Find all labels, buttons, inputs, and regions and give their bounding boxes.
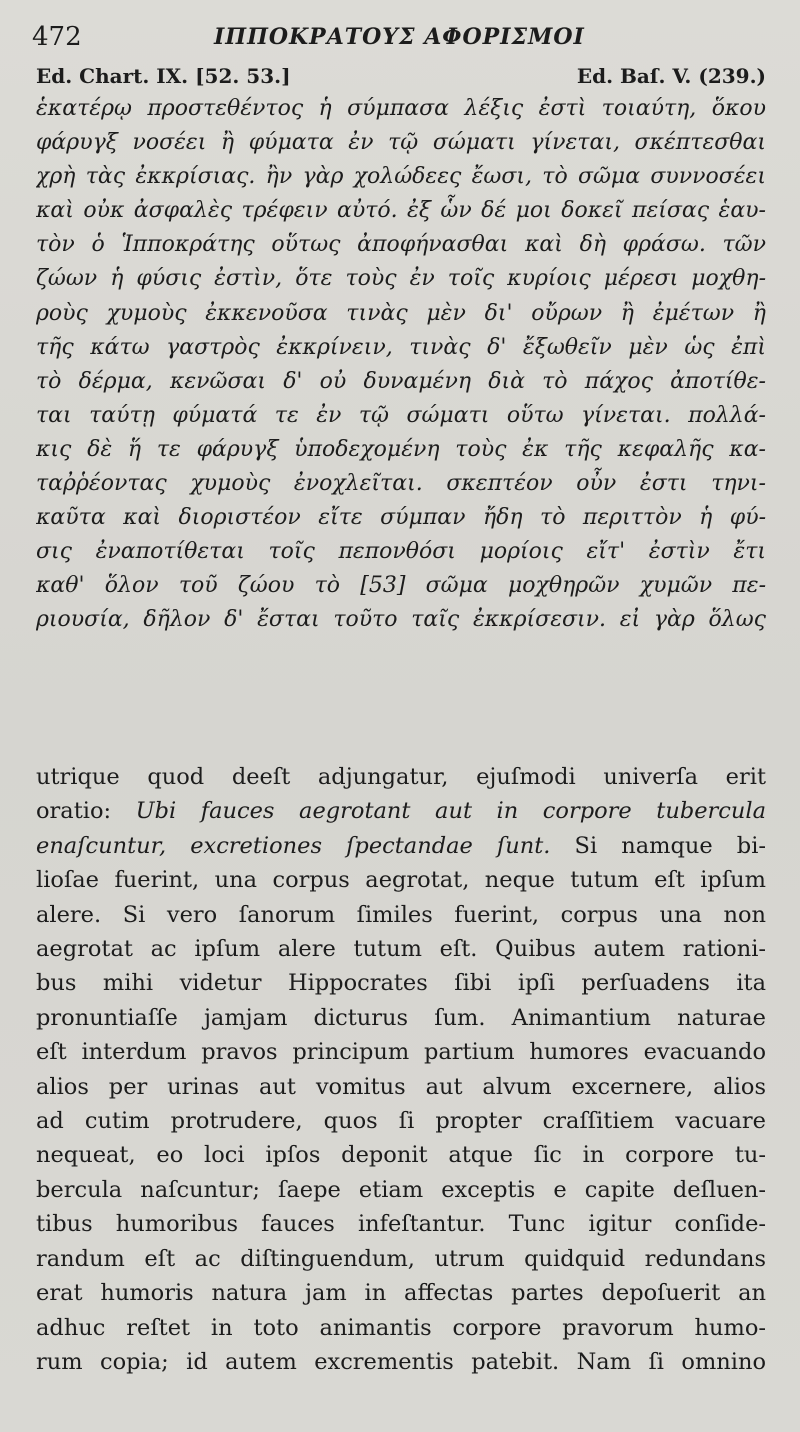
greek-line: ταῤῥέοντας χυμοὺς ἐνοχλεῖται. σκεπτέον οὖν ἐστι τηνι-: [36, 471, 766, 497]
latin-line: ad cutim protrudere, quos ſi propter craſſitiem vacuare: [36, 1108, 766, 1135]
latin-line: utrique quod deeſt adjungatur, ejuſmodi univerſa erit: [36, 764, 766, 790]
greek-line: ριουσία, δῆλον δ' ἔσται τοῦτο ταῖς ἐκκρίσεσιν. εἰ γὰρ ὅλως: [36, 607, 766, 633]
latin-line: tibus humoribus fauces infeſtantur. Tunc igitur conſide-: [36, 1211, 766, 1238]
latin-line: alere. Si vero ſanorum ſimiles fuerint, corpus una non: [36, 901, 766, 928]
greek-line: ροὺς χυμοὺς ἐκκενοῦσα τινὰς μὲν δι' οὔρων ἢ ἐμέτων ἢ: [36, 300, 766, 326]
latin-line: adhuc reſtet in toto animantis corpore pravorum humo-: [36, 1314, 766, 1341]
greek-line: κις δὲ ἥ τε φάρυγξ ὑποδεχομένη τοὺς ἐκ τῆς κεφαλῆς κα-: [36, 436, 766, 462]
edition-references: [36, 64, 766, 90]
greek-text-block: [36, 92, 766, 638]
greek-line: τὸ δέρμα, κενῶσαι δ' οὐ δυναμένη διὰ τὸ πάχος ἀποτίθε-: [36, 368, 766, 394]
greek-line: ται ταύτῃ φύματά τε ἐν τῷ σώματι οὕτω γίνεται. πολλά-: [36, 402, 766, 428]
italic-rubric: enaſcuntur, excretiones ſpectandae ſunt.: [36, 832, 551, 859]
latin-line: bercula naſcuntur; ſaepe etiam exceptis e capite deſluen-: [36, 1176, 766, 1203]
latin-line: aegrotat ac ipſum alere tutum eſt. Quibus autem rationi-: [36, 936, 766, 963]
edition-reference-left: Ed. Chart. IX. [52. 53.]: [36, 64, 291, 88]
edition-reference-right: Ed. Baſ. V. (239.): [576, 64, 766, 88]
latin-line: bus mihi videtur Hippocrates ſibi ipſi perſuadens ita: [36, 970, 766, 997]
latin-line: rum copia; id autem excrementis patebit. Nam ſi omnino: [36, 1348, 766, 1375]
page-header: [32, 22, 772, 58]
latin-line: nequeat, eo loci ipſos deponit atque ſic in corpore tu-: [36, 1142, 766, 1169]
greek-line: τὸν ὁ Ἱπποκράτης οὕτως ἀποφήνασθαι καὶ δὴ φράσω. τῶν: [36, 232, 766, 258]
latin-line: lioſae fuerint, una corpus aegrotat, neque tutum eſt ipſum: [36, 867, 766, 894]
greek-line: καθ' ὅλον τοῦ ζώου τὸ [53] σῶμα μοχθηρῶν χυμῶν πε-: [36, 573, 766, 599]
greek-line: σις ἐναποτίθεται τοῖς πεπονθόσι μορίοις εἴτ' ἐστὶν ἔτι: [36, 539, 766, 565]
latin-line: randum eſt ac diſtinguendum, utrum quidquid redundans: [36, 1245, 766, 1272]
greek-line: τῆς κάτω γαστρὸς ἐκκρίνειν, τινὰς δ' ἔξωθεῖν μὲν ὡς ἐπὶ: [36, 334, 766, 360]
greek-line: ζώων ἡ φύσις ἐστὶν, ὅτε τοὺς ἐν τοῖς κυρίοις μέρεσι μοχθη-: [36, 266, 766, 292]
greek-line: ἑκατέρῳ προστεθέντος ἡ σύμπασα λέξις ἐστὶ τοιαύτη, ὅκου: [36, 96, 766, 121]
greek-line: χρὴ τὰς ἐκκρίσιας. ἢν γὰρ χολώδεες ἔωσι, τὸ σῶμα συννοσέει: [36, 164, 766, 190]
running-title: ΙΠΠΟΚΡΑΤΟΥΣ ΑΦΟΡΙΣΜΟΙ: [214, 24, 585, 50]
latin-text-block: [36, 760, 766, 1379]
greek-line: καὶ οὐκ ἀσφαλὲς τρέφειν αὐτό. ἐξ ὧν δέ μοι δοκεῖ πείσας ἑαυ-: [36, 198, 766, 224]
latin-line: oratio: Ubi fauces aegrotant aut in corpore tubercula: [36, 798, 766, 825]
page-number: 472: [32, 22, 82, 52]
latin-line: eſt interdum pravos principum partium humores evacuando: [36, 1039, 766, 1066]
latin-line: enaſcuntur, excretiones ſpectandae ſunt. Si namque bi-: [36, 832, 766, 859]
latin-line: pronuntiaſſe jamjam dicturus ſum. Animantium naturae: [36, 1004, 766, 1031]
greek-line: φάρυγξ νοσέει ἢ φύματα ἐν τῷ σώματι γίνεται, σκέπτεσθαι: [36, 130, 766, 156]
latin-line: alios per urinas aut vomitus aut alvum excernere, alios: [36, 1073, 766, 1100]
latin-line: erat humoris natura jam in affectas partes depoſuerit an: [36, 1280, 766, 1307]
italic-rubric: Ubi fauces aegrotant aut in corpore tubercula: [135, 798, 766, 825]
greek-line: καῦτα καὶ διοριστέον εἴτε σύμπαν ἤδη τὸ περιττὸν ἡ φύ-: [36, 505, 766, 531]
